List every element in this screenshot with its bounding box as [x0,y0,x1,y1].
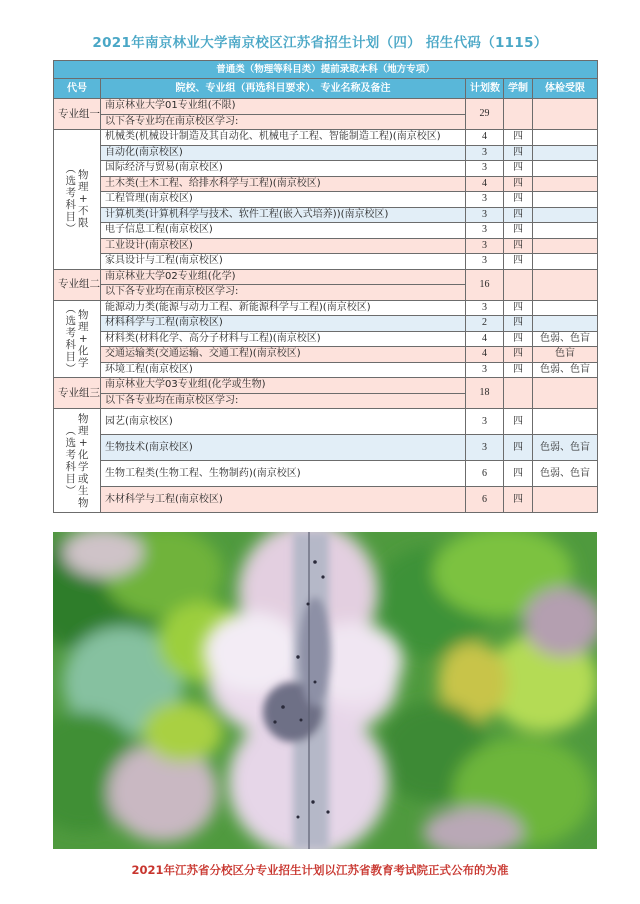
major-plan: 3 [466,300,504,316]
major-duration: 四 [504,409,533,435]
group-row [54,378,598,394]
group-total: 29 [466,99,504,130]
table-row [54,207,598,223]
major-name: 能源动力类(能源与动力工程、新能源科学与工程)(南京校区) [101,300,466,316]
major-name: 土木类(土木工程、给排水科学与工程)(南京校区) [101,176,466,192]
table-row [54,161,598,177]
group-restriction-empty [533,269,598,300]
group-name: 南京林业大学01专业组(不限) [101,99,466,115]
table-row [54,254,598,270]
major-duration: 四 [504,435,533,461]
major-name: 计算机类(计算机科学与技术、软件工程(嵌入式培养))(南京校区) [101,207,466,223]
major-restriction [533,316,598,332]
major-duration: 四 [504,300,533,316]
group-restriction-empty [533,378,598,409]
major-plan: 3 [466,238,504,254]
major-duration: 四 [504,161,533,177]
group-note: 以下各专业均在南京校区学习: [101,285,466,301]
major-plan: 3 [466,161,504,177]
major-name: 生物工程类(生物工程、生物制药)(南京校区) [101,461,466,487]
table-caption-row [54,61,598,79]
major-duration: 四 [504,223,533,239]
table-row [54,300,598,316]
major-plan: 4 [466,331,504,347]
major-name: 生物技术(南京校区) [101,435,466,461]
subject-requirement [54,300,101,378]
major-plan: 4 [466,176,504,192]
major-duration: 四 [504,207,533,223]
group-row [54,269,598,285]
major-restriction [533,145,598,161]
group-duration-empty [504,378,533,409]
major-plan: 3 [466,362,504,378]
major-name: 材料类(材料化学、高分子材料与工程)(南京校区) [101,331,466,347]
group-total: 16 [466,269,504,300]
header-plan: 计划数 [466,79,504,99]
major-restriction: 色盲 [533,347,598,363]
major-restriction [533,207,598,223]
major-restriction: 色弱、色盲 [533,331,598,347]
major-plan: 6 [466,487,504,513]
major-restriction [533,130,598,146]
table-row [54,223,598,239]
major-plan: 6 [466,461,504,487]
header-restriction: 体检受限 [533,79,598,99]
table-row [54,176,598,192]
subject-requirement [54,130,101,270]
page-title: 2021年南京林业大学南京校区江苏省招生计划（四） 招生代码（1115） [92,35,548,51]
enrollment-plan-table [53,60,598,513]
group-label: 专业组一 [54,99,101,130]
major-duration: 四 [504,130,533,146]
subject-req-text: 物 理 + 化 学 [78,308,89,369]
table-row [54,331,598,347]
group-note: 以下各专业均在南京校区学习: [101,393,466,409]
major-duration: 四 [504,176,533,192]
group-name: 南京林业大学03专业组(化学或生物) [101,378,466,394]
subject-req-text: 物 理 + 不 限 [78,169,89,230]
major-plan: 3 [466,145,504,161]
table-row [54,316,598,332]
header-code: 代号 [54,79,101,99]
table-row [54,347,598,363]
major-restriction [533,192,598,208]
campus-aerial-photo [53,532,597,849]
major-restriction [533,300,598,316]
major-name: 木材科学与工程(南京校区) [101,487,466,513]
major-restriction [533,223,598,239]
major-duration: 四 [504,362,533,378]
major-plan: 3 [466,207,504,223]
subject-tag: ︵ 选 考 科 目 ︶ [65,163,76,236]
major-restriction [533,161,598,177]
table-row [54,130,598,146]
group-duration-empty [504,269,533,300]
group-total: 18 [466,378,504,409]
major-restriction: 色弱、色盲 [533,435,598,461]
major-plan: 3 [466,254,504,270]
major-duration: 四 [504,487,533,513]
major-restriction [533,487,598,513]
table-row [54,145,598,161]
group-name: 南京林业大学02专业组(化学) [101,269,466,285]
major-duration: 四 [504,347,533,363]
header-name: 院校、专业组（再选科目要求）、专业名称及备注 [101,79,466,99]
major-duration: 四 [504,254,533,270]
major-name: 环境工程(南京校区) [101,362,466,378]
major-restriction: 色弱、色盲 [533,461,598,487]
major-name: 材料科学与工程(南京校区) [101,316,466,332]
table-row [54,362,598,378]
major-restriction: 色弱、色盲 [533,362,598,378]
major-restriction [533,176,598,192]
major-plan: 3 [466,409,504,435]
major-restriction [533,409,598,435]
major-name: 工程管理(南京校区) [101,192,466,208]
footer-note: 2021年江苏省分校区分专业招生计划以江苏省教育考试院正式公布的为准 [131,863,509,877]
major-plan: 3 [466,435,504,461]
major-duration: 四 [504,331,533,347]
group-label: 专业组三 [54,378,101,409]
major-name: 国际经济与贸易(南京校区) [101,161,466,177]
major-name: 电子信息工程(南京校区) [101,223,466,239]
major-plan: 2 [466,316,504,332]
header-duration: 学制 [504,79,533,99]
major-plan: 3 [466,192,504,208]
group-note: 以下各专业均在南京校区学习: [101,114,466,130]
group-label: 专业组二 [54,269,101,300]
major-name: 机械类(机械设计制造及其自动化、机械电子工程、智能制造工程)(南京校区) [101,130,466,146]
table-row [54,192,598,208]
major-duration: 四 [504,461,533,487]
table-caption: 普通类（物理等科目类）提前录取本科（地方专项） [54,61,598,79]
major-name: 自动化(南京校区) [101,145,466,161]
group-duration-empty [504,99,533,130]
table-row [54,461,598,487]
table-row [54,435,598,461]
major-duration: 四 [504,316,533,332]
group-restriction-empty [533,99,598,130]
major-restriction [533,238,598,254]
major-plan: 4 [466,347,504,363]
table-row [54,238,598,254]
major-duration: 四 [504,145,533,161]
major-name: 交通运输类(交通运输、交通工程)(南京校区) [101,347,466,363]
major-duration: 四 [504,238,533,254]
subject-requirement [54,409,101,513]
subject-tag: ︵ 选 考 科 目 ︶ [65,424,76,497]
major-restriction [533,254,598,270]
subject-tag: ︵ 选 考 科 目 ︶ [65,302,76,375]
major-plan: 3 [466,223,504,239]
major-name: 工业设计(南京校区) [101,238,466,254]
major-name: 家具设计与工程(南京校区) [101,254,466,270]
major-name: 园艺(南京校区) [101,409,466,435]
major-duration: 四 [504,192,533,208]
major-plan: 4 [466,130,504,146]
table-row [54,409,598,435]
subject-req-text: 物 理 + 化 学 或 生 物 [78,412,89,509]
aerial-photo-illustration [53,532,597,849]
table-row [54,487,598,513]
group-row [54,99,598,115]
table-header-row [54,79,598,99]
